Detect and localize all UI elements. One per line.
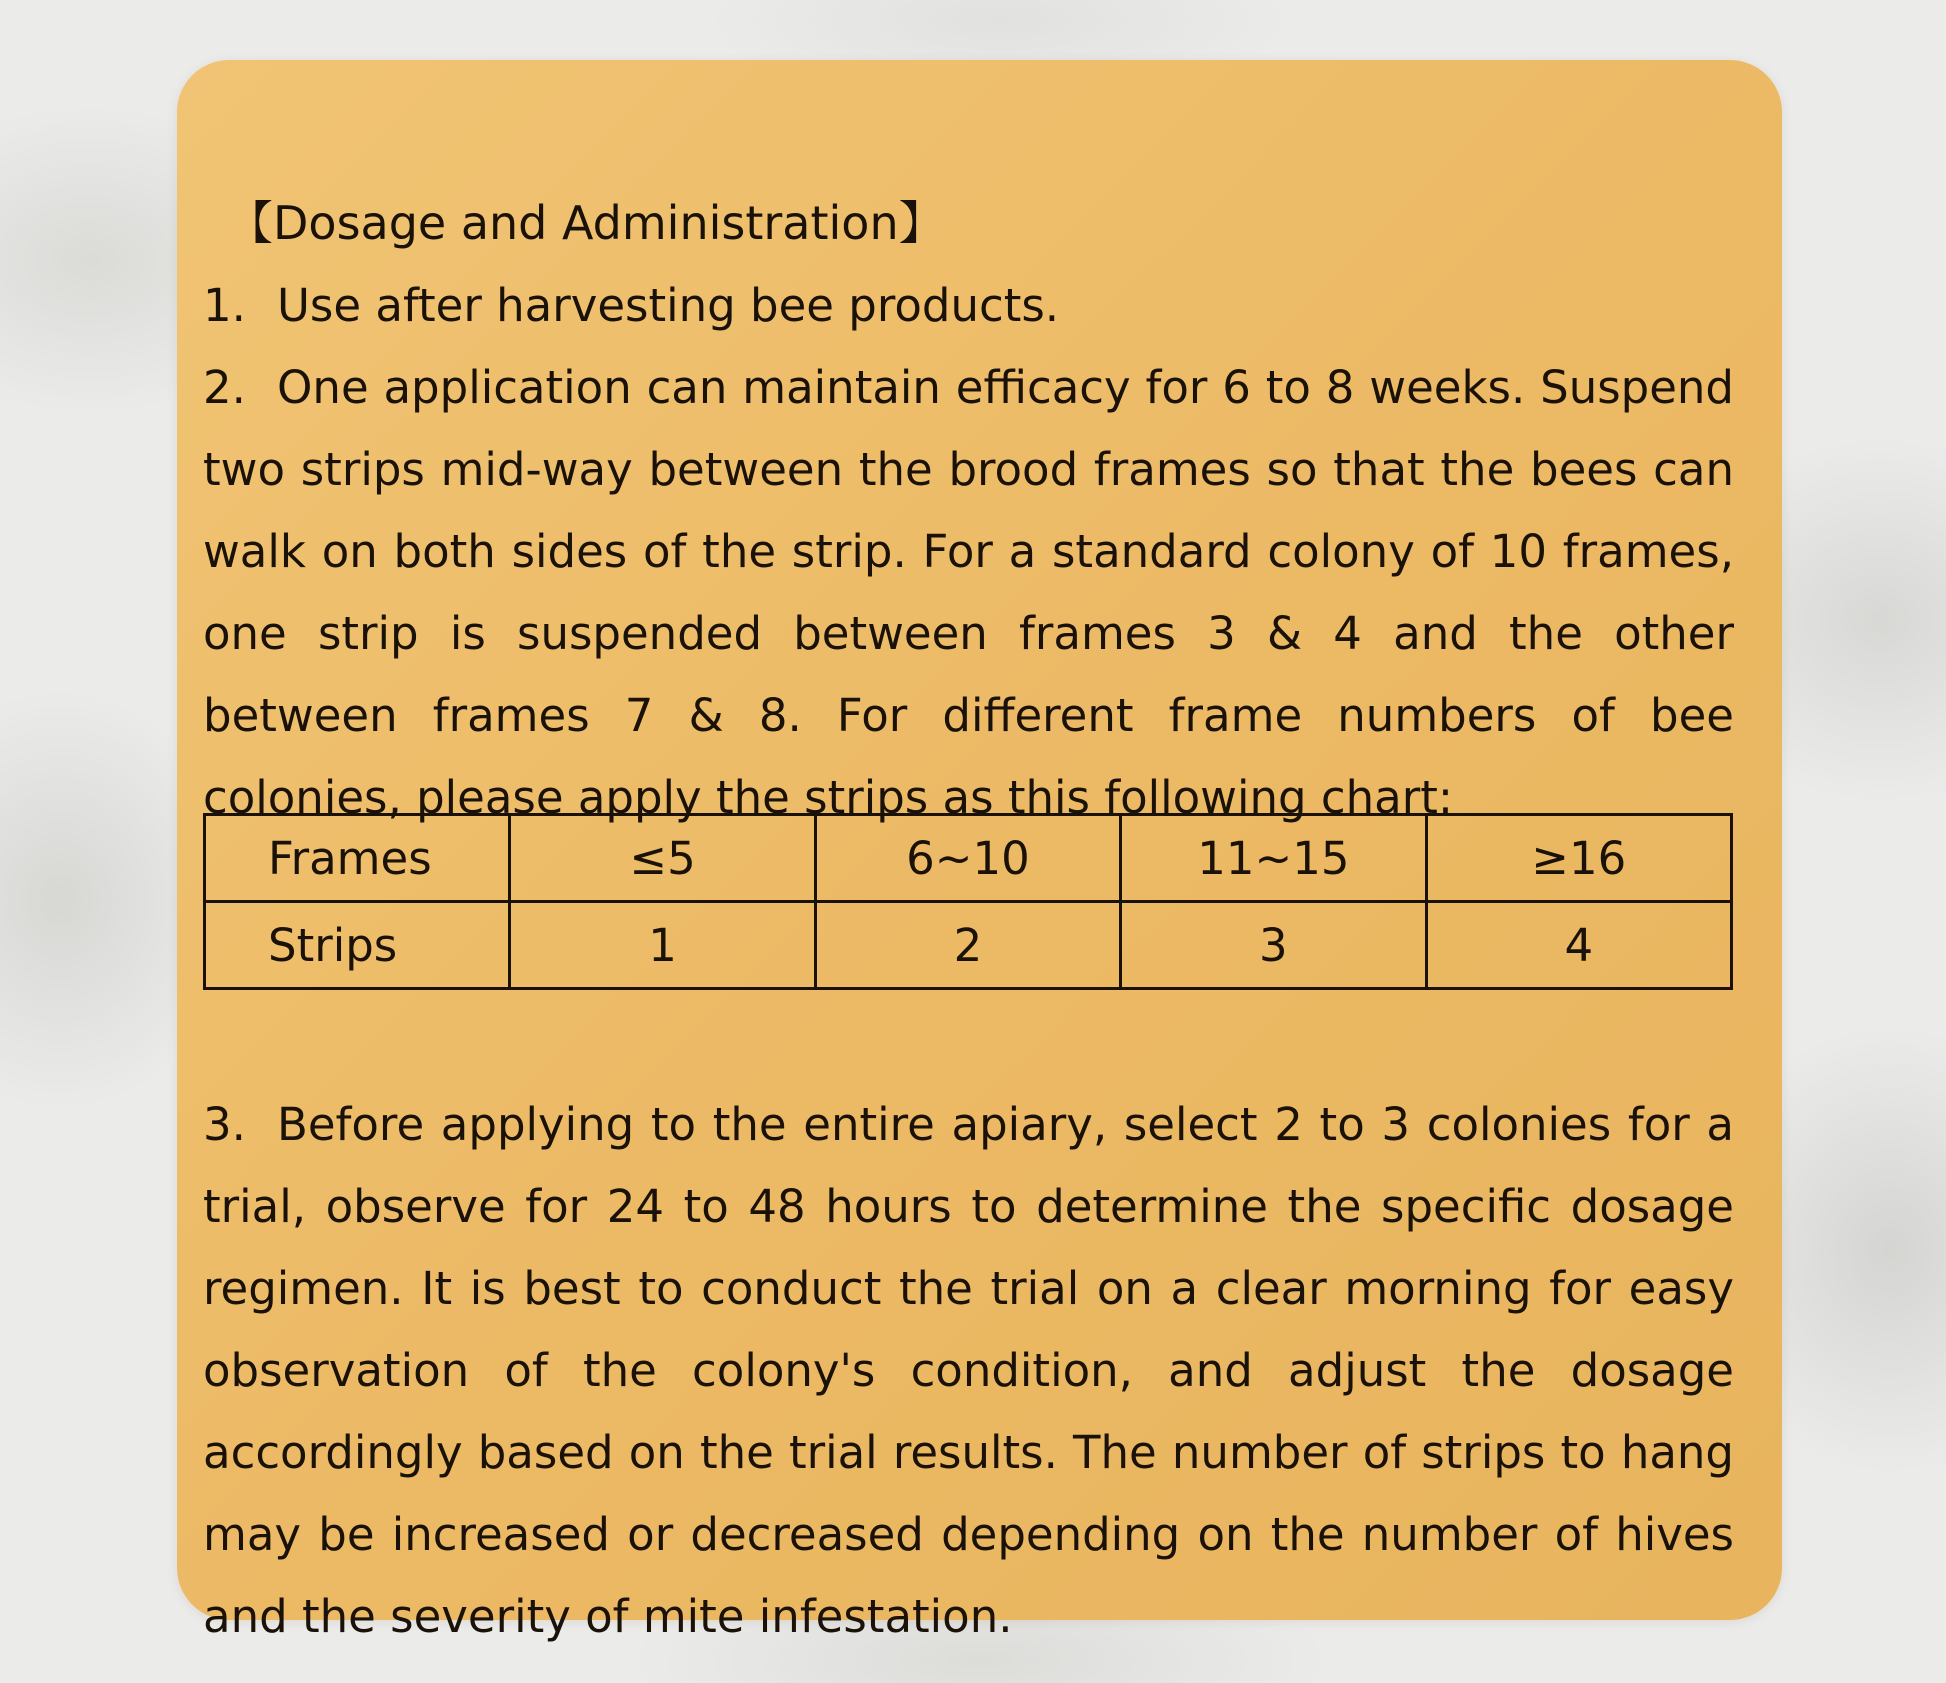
instruction-3-text: Before applying to the entire apiary, select 2 to 3 colonies for a trial, observe for 24 to 48 hours to determine the specific dosage regimen. It is best to conduct the trial on a clear morning for easy observation of the colony's condition, and adjust the dosage accordingly based on the trial results. The number of strips to hang may be increased or decreased depending on the number of hives and the severity of mite infestation. (203, 1098, 1734, 1643)
instruction-1-text: Use after harvesting bee products. (277, 279, 1060, 332)
table-cell: ≤5 (510, 815, 815, 902)
table-cell: ≥16 (1426, 815, 1731, 902)
table-row-frames (205, 815, 1732, 902)
instruction-1-number: 1. (203, 279, 246, 332)
table-row-label: Frames (205, 815, 510, 902)
instruction-2 (203, 347, 1734, 839)
table-cell: 11~15 (1121, 815, 1426, 902)
table-cell: 2 (815, 902, 1120, 989)
instruction-2-number: 2. (203, 361, 246, 414)
table-cell: 1 (510, 902, 815, 989)
instruction-1 (203, 265, 1734, 347)
table-cell: 3 (1121, 902, 1426, 989)
table-row-label: Strips (205, 902, 510, 989)
instruction-3 (203, 1084, 1734, 1658)
instruction-3-number: 3. (203, 1098, 246, 1151)
table-cell: 6~10 (815, 815, 1120, 902)
dosage-table (203, 813, 1733, 990)
instruction-2-text: One application can maintain efficacy for 6 to 8 weeks. Suspend two strips mid-way between the brood frames so that the bees can walk on both sides of the strip. For a standard colony of 10 frames, one strip is suspended between frames 3 & 4 and the other between frames 7 & 8. For different frame numbers of bee colonies, please apply the strips as this following chart: (203, 361, 1734, 824)
table-row-strips (205, 902, 1732, 989)
section-heading: 【Dosage and Administration】 (227, 196, 945, 250)
table-cell: 4 (1426, 902, 1731, 989)
dosage-card (177, 60, 1782, 1643)
